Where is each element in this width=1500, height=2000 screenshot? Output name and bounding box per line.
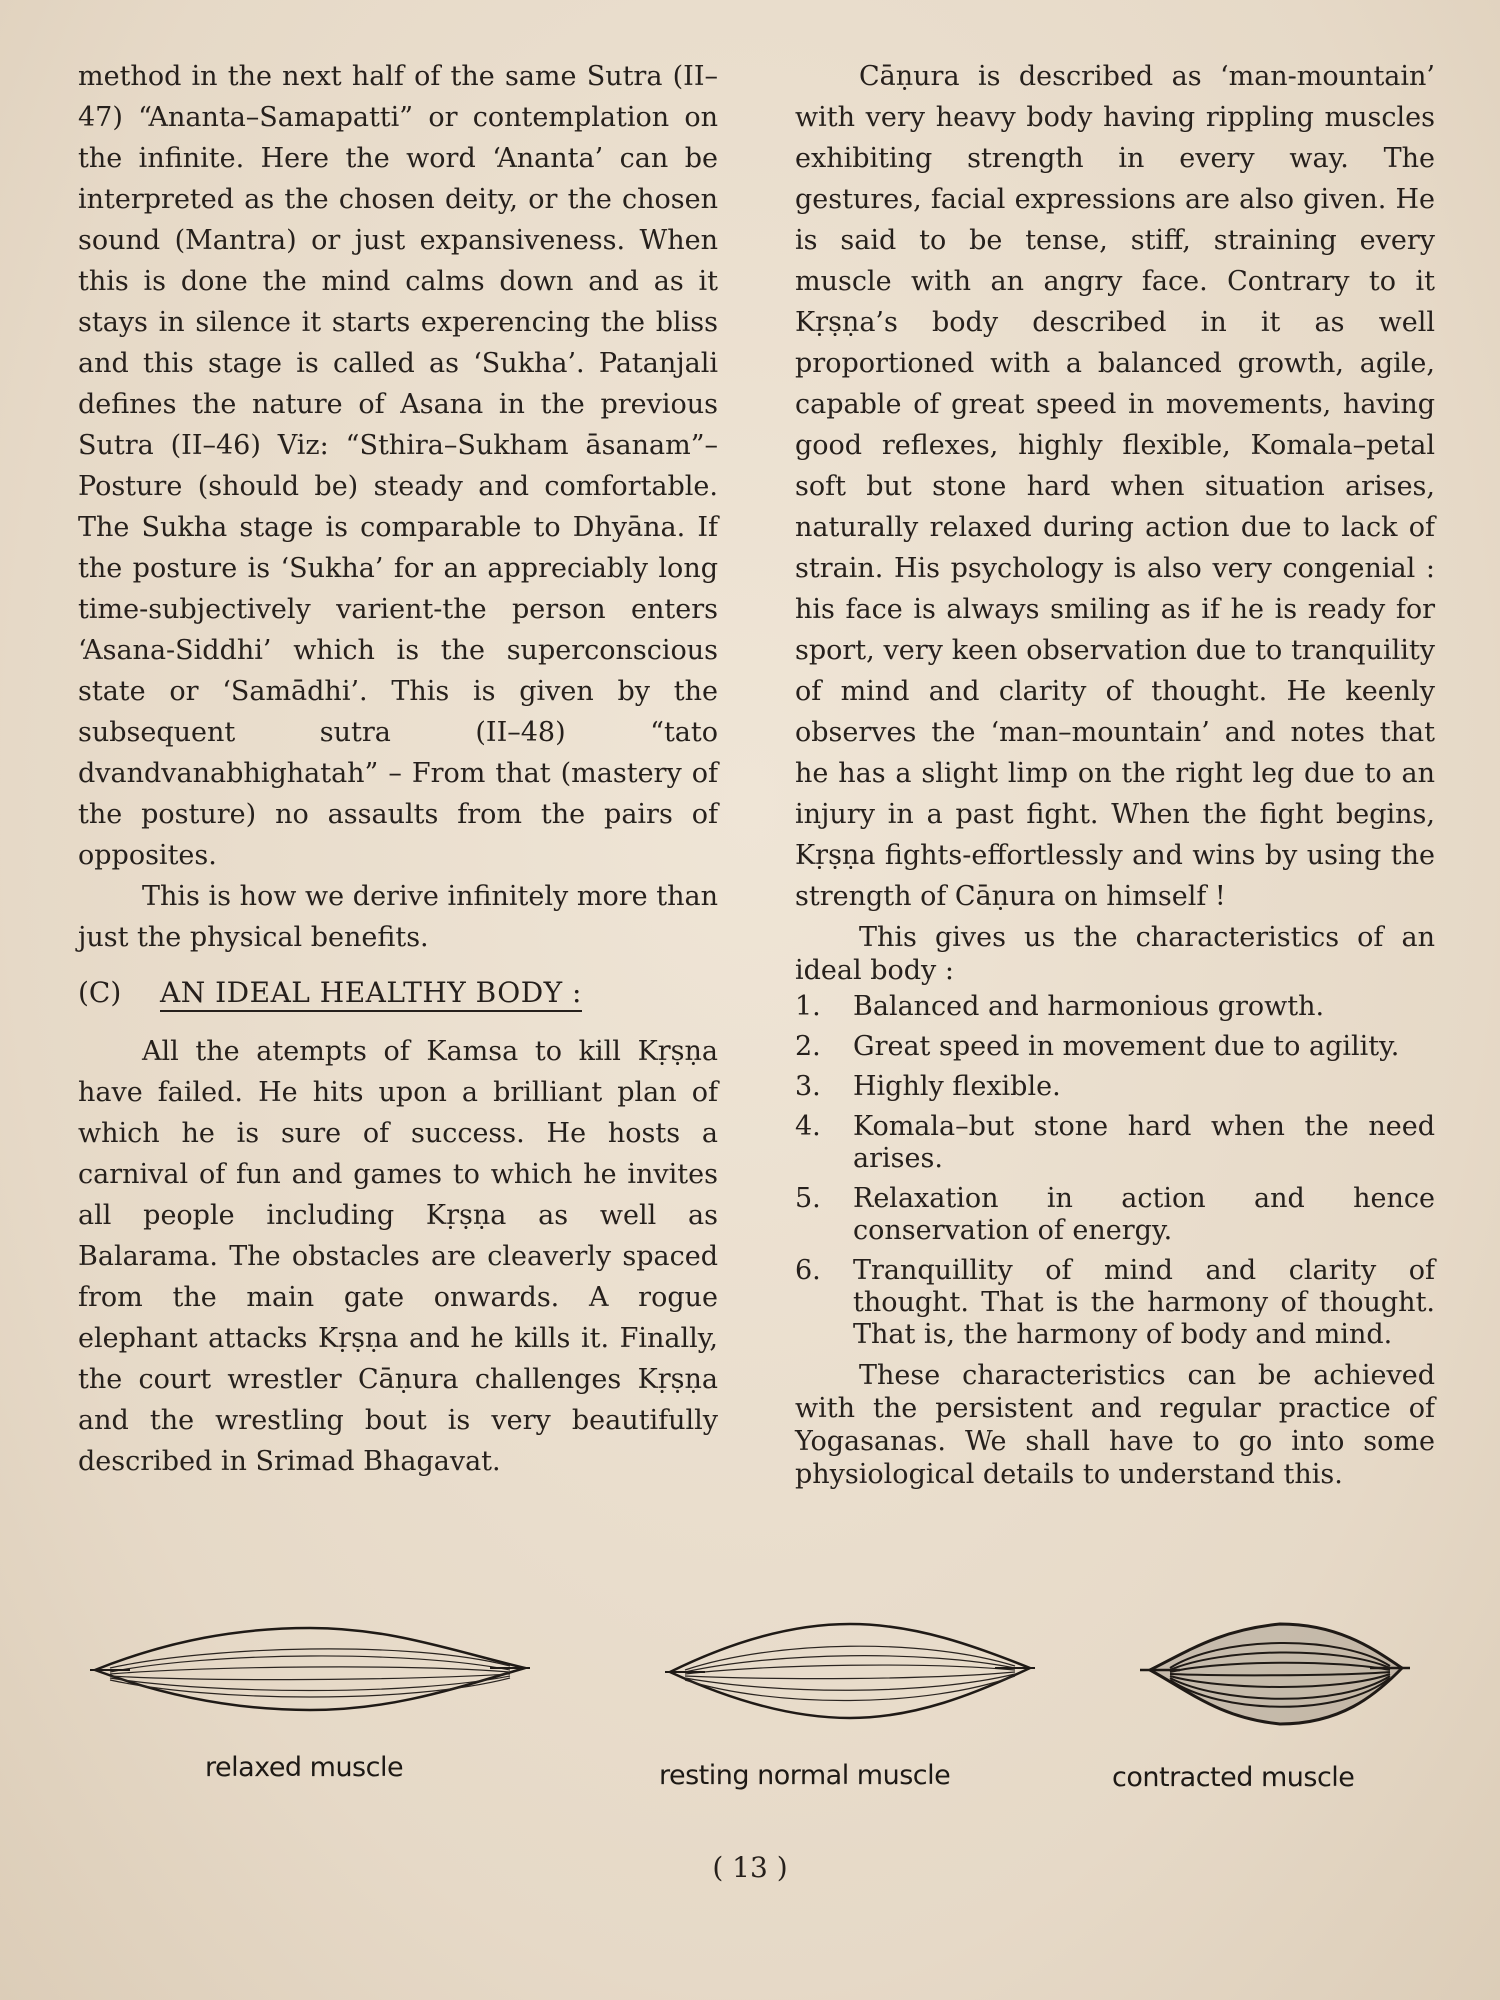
list-item: 3. Highly flexible. (795, 1071, 1061, 1102)
left-column (78, 56, 718, 1482)
para-derive: This is how we derive infinitely more than just the physical benefits. (78, 881, 718, 953)
para-sutra-ananta: method in the next half of the same Sutra (II–47) “Ananta–Samapatti” or contemplation on the infinite. Here the word ‘Ananta’ can be interpreted as the chosen deity, or the chosen sound (Mantra) or just expansiveness. When this is done the mind calms down and as it stays in silence it starts experencing the bliss and this stage is called as ‘Sukha’. Patanjali defines the nature of Asana in the previous Sutra (II–46) Viz: “Sthira–Sukham āsanam”–Posture (should be) steady and comfortable. The Sukha stage is comparable to Dhyāna. If the posture is ‘Sukha’ for an appreciably long time-subjectively varient-the person enters ‘Asana-Siddhi’ which is the superconscious state or ‘Samādhi’. This is given by the subsequent sutra (II–48) “tato dvandvanabhighatah” – From that (mastery of the posture) no assaults from the pairs of opposites. (78, 61, 718, 871)
characteristics-list (795, 991, 1435, 1351)
muscle-figures (0, 1610, 1500, 1830)
list-item: 2. Great speed in movement due to agility. (795, 1031, 1400, 1062)
caption-relaxed: relaxed muscle (205, 1752, 404, 1783)
caption-resting: resting normal muscle (659, 1760, 951, 1791)
list-item: 6. Tranquillity of mind and clarity of thought. That is the harmony of thought. That is, the harmony of body and mind. (795, 1255, 1435, 1350)
resting-muscle-icon (665, 1610, 1035, 1740)
list-item: 4. Komala–but stone hard when the need arises. (795, 1111, 1435, 1174)
section-marker: (C) (78, 976, 122, 1009)
page-number: ( 13 ) (712, 1851, 788, 1884)
relaxed-muscle-icon (90, 1610, 530, 1730)
contracted-muscle-icon (1140, 1610, 1410, 1740)
para-canura: Cāṇura is described as ‘man-mountain’ with very heavy body having rippling muscles exhibiting strength in every way. The gestures, facial expressions are also given. He is said to be tense, stiff, straining every muscle with an angry face. Contrary to it Kṛṣṇa’s body described in it as well proportioned with a balanced growth, agile, capable of great speed in movements, having good reflexes, highly flexible, Komala–petal soft but stone hard when situation arises, naturally relaxed during action due to lack of strain. His psychology is also very congenial : his face is always smiling as if he is ready for sport, very keen observation due to tranquility of mind and clarity of thought. He keenly observes the ‘man–mountain’ and notes that he has a slight limp on the right leg due to an injury in a past fight. When the fight begins, Kṛṣṇa fights-effortlessly and wins by using the strength of Cāṇura on himself ! (795, 61, 1435, 912)
caption-contracted: contracted muscle (1112, 1762, 1355, 1793)
para-characteristics: This gives us the characteristics of an ideal body : (795, 922, 1435, 986)
list-item: 5. Relaxation in action and hence conservation of energy. (795, 1183, 1435, 1246)
para-kamsa: All the atempts of Kamsa to kill Kṛṣṇa have failed. He hits upon a brilliant plan of which he is sure of success. He hosts a carnival of fun and games to which he invites all people including Kṛṣṇa as well as Balarama. The obstacles are cleaverly spaced from the main gate onwards. A rogue elephant attacks Kṛṣṇa and he kills it. Finally, the court wrestler Cāṇura challenges Kṛṣṇa and the wrestling bout is very beautifully described in Srimad Bhagavat. (78, 1036, 718, 1477)
section-title: AN IDEAL HEALTHY BODY : (160, 976, 582, 1009)
relaxed-muscle-figure (90, 1610, 530, 1783)
contracted-muscle-figure (1112, 1610, 1410, 1793)
para-closing: These characteristics can be achieved with the persistent and regular practice of Yogasanas. We shall have to go into some physiological details to understand this. (795, 1360, 1435, 1490)
resting-muscle-figure (659, 1610, 1035, 1791)
list-item: 1. Balanced and harmonious growth. (795, 991, 1325, 1022)
right-column (795, 56, 1435, 1491)
section-heading (78, 972, 718, 1013)
